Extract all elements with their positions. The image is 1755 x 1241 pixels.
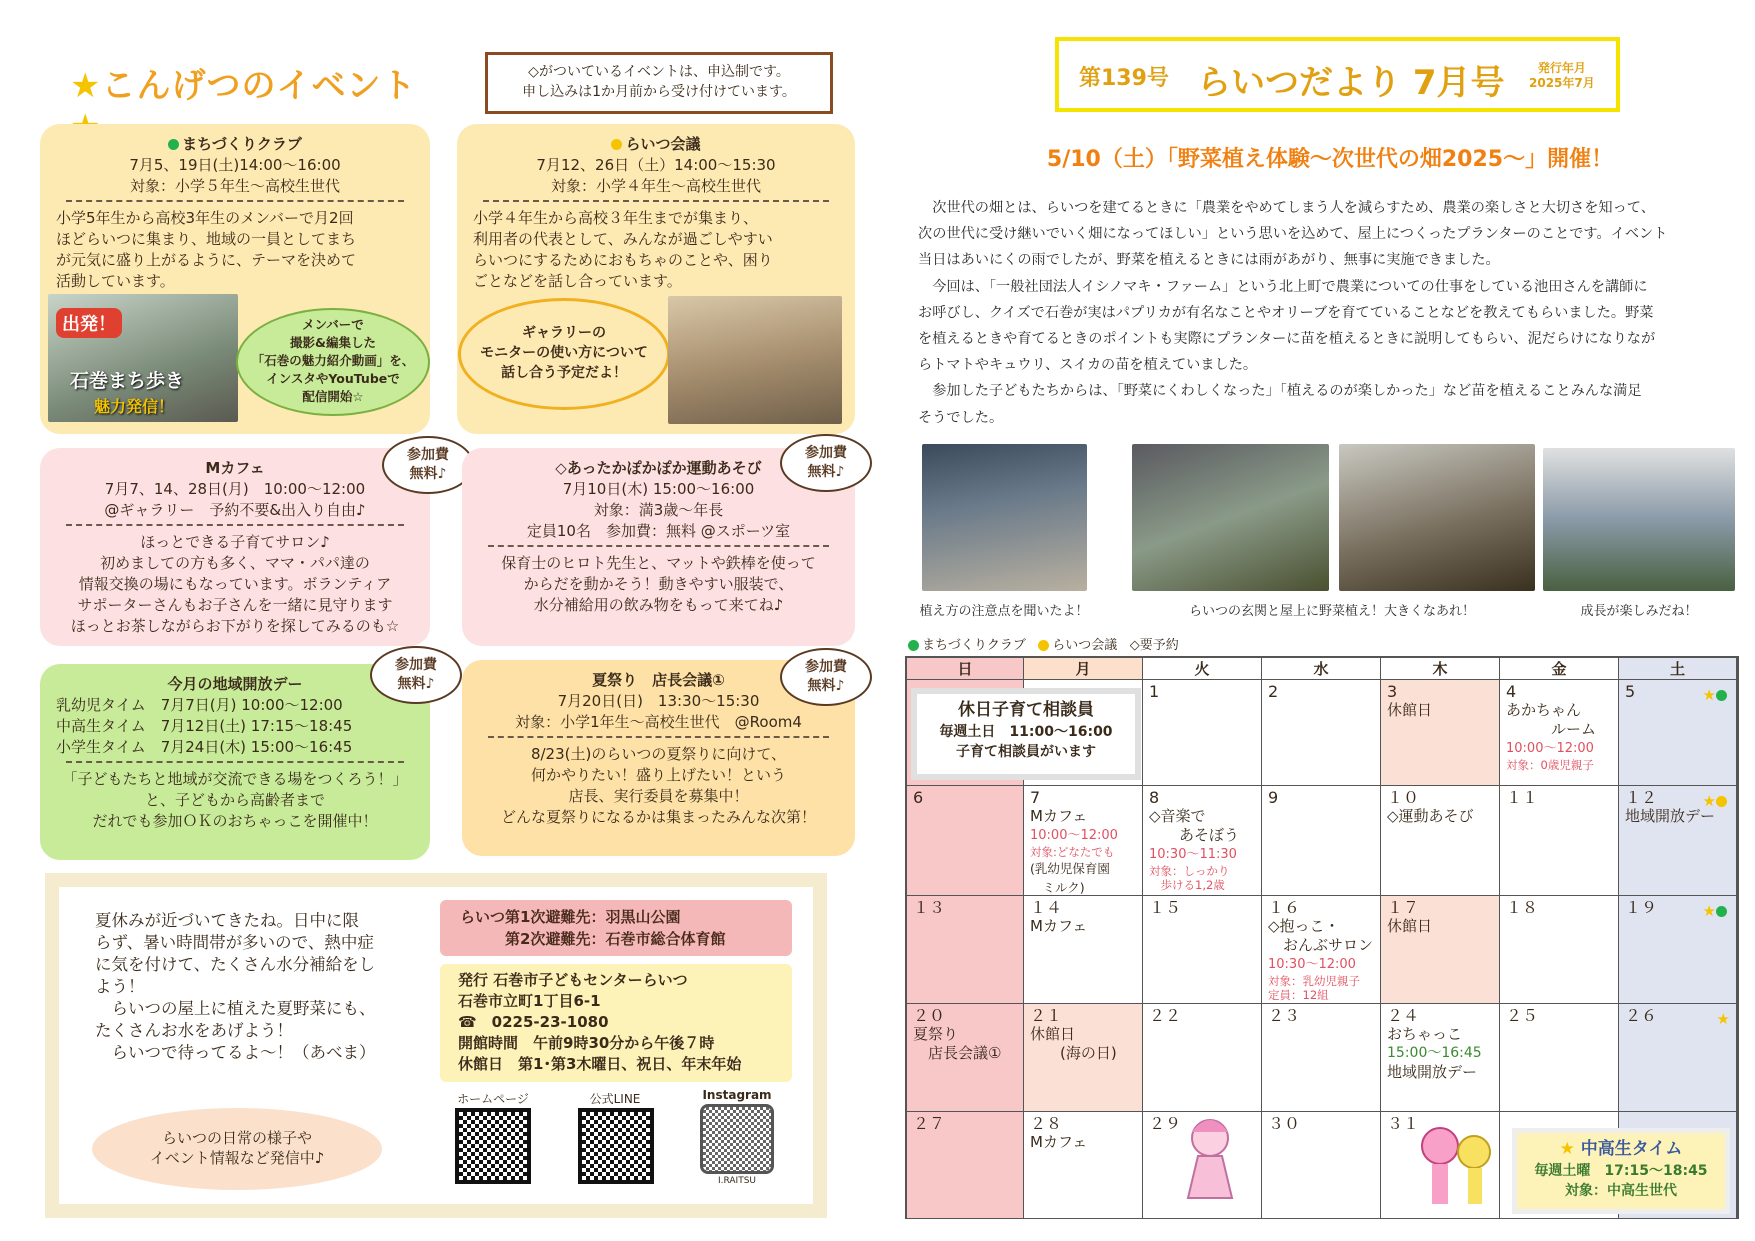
day-number: 1 <box>1149 682 1160 701</box>
day-number: ２２ <box>1149 1006 1182 1025</box>
fee-free-badge: 参加費 無料♪ <box>780 434 872 492</box>
event-detail: 10:30～11:30 <box>1149 847 1237 862</box>
weekday-5: 金 <box>1500 658 1619 680</box>
day-number: ２０ <box>913 1006 946 1025</box>
publish-date: 発行年月 2025年7月 <box>1529 61 1595 90</box>
photo-planting-entrance <box>1132 444 1329 591</box>
day-number: １４ <box>1030 898 1063 917</box>
calendar-day-7 <box>1024 786 1143 896</box>
divider <box>66 524 404 526</box>
event-text: Mカフェ <box>1030 807 1088 825</box>
caption-growth: 成長が楽しみだね！ <box>1580 604 1698 619</box>
calendar-day-18 <box>1500 896 1619 1004</box>
day-number: １２ <box>1625 788 1658 807</box>
day-number: ２８ <box>1030 1114 1063 1133</box>
day-number: 6 <box>913 788 924 807</box>
calendar-day-26 <box>1619 1004 1737 1112</box>
divider <box>488 545 829 547</box>
calendar-day-2 <box>1262 680 1381 786</box>
article-body: 次世代の畑とは、らいつを建てるときに「農業をやめてしまう人を減らすため、農業の楽しさと大切さを知って、 次の世代に受け継いでいく畑になってほしい」という思いを込めて、屋上につくったプランターのことです。イベント 当日はあいにくの雨でしたが、野菜を植えるときには雨があがり、無事に実施できました。 今回は、「一般社団法人イシノマキ・ファーム」という北上町で農業についての仕事をしている池田さんを講師に お呼びし、クイズで石巻が実はパプリカが有名なことやオリーブを育てていることなどを教えてもらいました。野菜 を植えるときや育てるときのポイントも実際にプランターに苗を植えるときに説明してもらい、泥だらけになりなが らトマトやキュウリ、スイカの苗を植えていました。 参加した子どもたちからは、「野菜にくわしくなった」「植えるのが楽しかった」など苗を植えることみんな満足 そうでした。 <box>918 200 1668 426</box>
day-number: １７ <box>1387 898 1420 917</box>
calendar-day-30 <box>1262 1112 1381 1219</box>
event-text: Mカフェ <box>1030 917 1088 935</box>
event-detail: 10:00～12:00 <box>1506 741 1594 756</box>
day-number: １３ <box>913 898 946 917</box>
day-number: ２３ <box>1268 1006 1301 1025</box>
event-text: 地域開放デー <box>1387 1063 1478 1081</box>
weekday-6: 土 <box>1619 658 1737 680</box>
qr-code-line[interactable] <box>578 1108 654 1184</box>
event-undou-asobi: ◇あったかぽかぽか運動あそび 7月10日(木) 15:00～16:00 対象：満3歳～年長 定員10名 参加費：無料 @スポーツ室 保育士のヒロト先生と、マットや鉄棒を使って からだを動かそう！動きやすい服装で、 水分補給用の飲み物をもって来てね♪ <box>462 448 855 646</box>
day-number: ２４ <box>1387 1006 1420 1025</box>
event-text: 休館日 <box>1387 917 1433 935</box>
event-text: おんぶサロン <box>1268 936 1374 954</box>
photo-group <box>1543 448 1735 591</box>
evacuation-info: らいつ第1次避難先：羽黒山公園 第2次避難先：石巻市総合体育館 <box>440 900 792 956</box>
calendar-day-11 <box>1500 786 1619 896</box>
sns-cloud: らいつの日常の様子や イベント情報など発信中♪ <box>92 1108 382 1190</box>
chukousei-time-box: ★ 中高生タイム 毎週土曜 17:15～18:45 対象：中高生世代 <box>1512 1128 1730 1214</box>
event-detail: 10:00～12:00 <box>1030 828 1118 843</box>
saturday-icons <box>1717 1010 1730 1029</box>
calendar-day-19 <box>1619 896 1737 1004</box>
newsletter-header <box>1055 37 1620 112</box>
calendar-day-8 <box>1143 786 1262 896</box>
green-dot-icon <box>1716 690 1727 701</box>
yellow-dot-icon <box>611 139 622 150</box>
saturday-icons <box>1703 792 1730 811</box>
star-icon: ★ <box>1559 1139 1575 1159</box>
photo-machiaruki: 出発！ 石巻まち歩き 魅力発信！ <box>48 294 238 422</box>
green-dot-icon <box>168 139 179 150</box>
day-number: ２５ <box>1506 1006 1539 1025</box>
day-number: 2 <box>1268 682 1279 701</box>
day-number: ２９ <box>1149 1114 1182 1133</box>
event-text: 夏祭り <box>913 1025 959 1043</box>
oval-gallery-note: ギャラリーの モニターの使い方について 話し合う予定だよ！ <box>458 298 670 410</box>
event-detail: 定員：12組 <box>1268 988 1329 1002</box>
weekday-3: 水 <box>1262 658 1381 680</box>
divider <box>488 736 829 738</box>
qr-code-instagram[interactable] <box>700 1104 774 1174</box>
event-text: 休館日 <box>1030 1025 1076 1043</box>
calendar-day-22 <box>1143 1004 1262 1112</box>
green-dot-icon <box>908 640 919 651</box>
weekday-0: 日 <box>907 658 1024 680</box>
green-dot-icon <box>1716 906 1727 917</box>
reservation-notice: ◇がついているイベントは、申込制です。 申し込みは1か月前から受け付けています。 <box>485 52 833 114</box>
calendar-day-23 <box>1262 1004 1381 1112</box>
event-text: あかちゃん <box>1506 701 1582 719</box>
qr-code-homepage[interactable] <box>455 1108 531 1184</box>
saturday-icons <box>1703 686 1730 705</box>
yellow-dot-icon <box>1038 640 1049 651</box>
photo-lecture <box>922 444 1087 591</box>
summer-message: 夏休みが近づいてきたね。日中に限 らず、暑い時間帯が多いので、熱中症 に気を付けて、たくさん水分補給をし よう！ らいつの屋上に植えた夏野菜にも、 たくさんお水をあげよう！ らいつで待ってるよ～！（あべま） <box>95 911 376 1062</box>
event-detail: 対象：乳幼児親子 <box>1268 974 1360 988</box>
event-natsumatsuri: 夏祭り 店長会議① 7月20日(日) 13:30～15:30 対象：小学1年生～高校生世代 @Room4 8/23(土)のらいつの夏祭りに向けて、 何かやりたい！盛り上げたい！という 店長、実行委員を募集中！ どんな夏祭りになるかは集まったみんな次第！ <box>462 660 855 856</box>
event-text: 休館日 <box>1387 701 1433 719</box>
calendar-day-17 <box>1381 896 1500 1004</box>
day-number: ３１ <box>1387 1114 1420 1133</box>
caption-planting: らいつの玄関と屋上に野菜植え！大きくなあれ！ <box>1188 604 1475 619</box>
fee-free-badge: 参加費 無料♪ <box>780 648 872 706</box>
event-chiiki-kaihou: 今月の地域開放デー 乳幼児タイム 7月7日(月) 10:00～12:00 中高生タイム 7月12日(土) 17:15～18:45 小学生タイム 7月24日(木) 15:00～16:45 「子どもたちと地域が交流できる場をつくろう！」 と、子どもから高齢者まで だれでも参加ＯＫのおちゃっこを開催中！ <box>40 664 430 860</box>
photo-raitsu-kaigi <box>668 296 842 424</box>
day-number: １０ <box>1387 788 1420 807</box>
calendar-day-6 <box>907 786 1024 896</box>
calendar-day-28 <box>1024 1112 1143 1219</box>
day-number: １６ <box>1268 898 1301 917</box>
event-text: ◇運動あそび <box>1387 807 1474 825</box>
day-number: １１ <box>1506 788 1539 807</box>
newsletter-title: らいつだより 7月号 <box>1197 63 1505 103</box>
event-detail: 対象：しっかり <box>1149 864 1230 878</box>
day-number: 5 <box>1625 682 1636 701</box>
event-text: ミルク) <box>1030 880 1085 895</box>
article-headline: 5/10（土）「野菜植え体験～次世代の畑2025～」開催！ <box>1046 147 1614 172</box>
calendar-day-5 <box>1619 680 1737 786</box>
calendar-day-27 <box>907 1112 1024 1219</box>
issue-number: 第139号 <box>1079 66 1169 91</box>
event-text: おちゃっこ <box>1387 1025 1463 1043</box>
event-text: 地域開放デー <box>1625 807 1716 825</box>
calendar-day-10 <box>1381 786 1500 896</box>
calendar-day-25 <box>1500 1004 1619 1112</box>
divider <box>483 200 829 202</box>
qr-label-instagram: Instagram <box>702 1088 772 1102</box>
star-icon: ★ <box>70 66 102 106</box>
star-icon: ★ <box>1702 792 1716 810</box>
calendar-day-21 <box>1024 1004 1143 1112</box>
event-text: Mカフェ <box>1030 1133 1088 1151</box>
qr-label-homepage: ホームページ <box>457 1092 529 1106</box>
qr-label-line: 公式LINE <box>589 1092 641 1106</box>
calendar-day-9 <box>1262 786 1381 896</box>
day-number: ２１ <box>1030 1006 1063 1025</box>
section-title: ★こんげつのイベント <box>70 58 430 147</box>
drawing-characters-svg <box>1412 1116 1502 1216</box>
event-detail: 対象:どなたでも <box>1030 845 1115 859</box>
event-text: (乳幼児保育園 <box>1030 861 1110 876</box>
event-detail: 15:00～16:45 <box>1387 1045 1482 1061</box>
calendar-legend: まちづくりクラブ らいつ会議 ◇要予約 <box>908 634 1179 653</box>
photo-planting-roof <box>1339 444 1535 591</box>
event-text: (海の日) <box>1030 1044 1117 1062</box>
publisher-info: 発行 石巻市子どもセンターらいつ 石巻市立町1丁目6-1 ☎ 0225-23-1080 開館時間 午前9時30分から午後７時 休館日 第1･第3木曜日、祝日、年末年始 <box>440 964 792 1082</box>
kyujitsu-soudan-box: 休日子育て相談員 毎週土日 11:00～16:00 子育て相談員がいます <box>911 688 1141 780</box>
event-detail: 歩ける1,2歳 <box>1149 878 1225 892</box>
day-number: 7 <box>1030 788 1041 807</box>
calendar-day-4 <box>1500 680 1619 786</box>
drawing-girl-svg <box>1178 1112 1242 1210</box>
drawing-girl <box>1178 1112 1242 1210</box>
event-m-cafe: Mカフェ 7月7、14、28日(月) 10:00～12:00 @ギャラリー 予約不要&出入り自由♪ ほっとできる子育てサロン♪ 初めましての方も多く、ママ・パパ達の 情報交換の場にもなっています。ボランティア サポーターさんもお子さんを一緒に見守ります ほっとお茶しながらお下がりを探してみるのも☆ <box>40 448 430 646</box>
calendar-day-13 <box>907 896 1024 1004</box>
calendar-day-20 <box>907 1004 1024 1112</box>
day-number: 3 <box>1387 682 1398 701</box>
event-text: ルーム <box>1506 720 1597 738</box>
day-number: ２７ <box>913 1114 946 1133</box>
yellow-dot-icon <box>1716 796 1727 807</box>
drawing-characters <box>1412 1116 1502 1216</box>
weekday-1: 月 <box>1024 658 1143 680</box>
event-detail: 10:30～12:00 <box>1268 957 1356 972</box>
calendar-day-12 <box>1619 786 1737 896</box>
calendar-day-3 <box>1381 680 1500 786</box>
weekday-2: 火 <box>1143 658 1262 680</box>
fee-free-badge: 参加費 無料♪ <box>382 436 474 494</box>
event-machizukuri: まちづくりクラブ 7月5、19日(土)14:00～16:00 対象：小学５年生～高校生世代 小学5年生から高校3年生のメンバーで月2回 ほどらいつに集まり、地域の一員としてまち が元気に盛り上がるように、テーマを決めて 活動しています。 <box>40 124 430 434</box>
calendar-day-16 <box>1262 896 1381 1004</box>
event-detail: 対象：0歳児親子 <box>1506 758 1594 772</box>
event-text: あそぼう <box>1149 826 1240 844</box>
star-icon: ★ <box>1702 686 1716 704</box>
event-text: ◇音楽で <box>1149 807 1206 825</box>
day-number: ３０ <box>1268 1114 1301 1133</box>
divider <box>66 761 404 763</box>
day-number: １５ <box>1149 898 1182 917</box>
day-number: 4 <box>1506 682 1517 701</box>
event-raitsu-kaigi: らいつ会議 7月12、26日（土）14:00～15:30 対象：小学４年生～高校生世代 小学４年生から高校３年生までが集まり、 利用者の代表として、みんなが過ごしやすい らいつにするためにおもちゃのことや、困り ごとなどを話し合っています。 <box>457 124 855 434</box>
oval-member-note: メンバーで 撮影&編集した 「石巻の魅力紹介動画」を、 インスタやYouTubeで 配信開始☆ <box>236 308 430 416</box>
calendar-day-24 <box>1381 1004 1500 1112</box>
instagram-handle: I.RAITSU <box>717 1176 756 1186</box>
calendar-day-14 <box>1024 896 1143 1004</box>
event-text: 店長会議① <box>913 1044 1002 1062</box>
saturday-icons <box>1703 902 1730 921</box>
weekday-4: 木 <box>1381 658 1500 680</box>
day-number: １８ <box>1506 898 1539 917</box>
event-text: ◇抱っこ・ <box>1268 917 1340 935</box>
calendar-day-1 <box>1143 680 1262 786</box>
fee-free-badge: 参加費 無料♪ <box>370 646 462 704</box>
day-number: 8 <box>1149 788 1160 807</box>
day-number: ２６ <box>1625 1006 1658 1025</box>
calendar-day-15 <box>1143 896 1262 1004</box>
star-icon: ★ <box>1716 1010 1730 1028</box>
star-icon: ★ <box>1702 902 1716 920</box>
divider <box>66 200 404 202</box>
caption-lecture: 植え方の注意点を聞いたよ！ <box>919 604 1089 619</box>
day-number: 9 <box>1268 788 1279 807</box>
day-number: １９ <box>1625 898 1658 917</box>
